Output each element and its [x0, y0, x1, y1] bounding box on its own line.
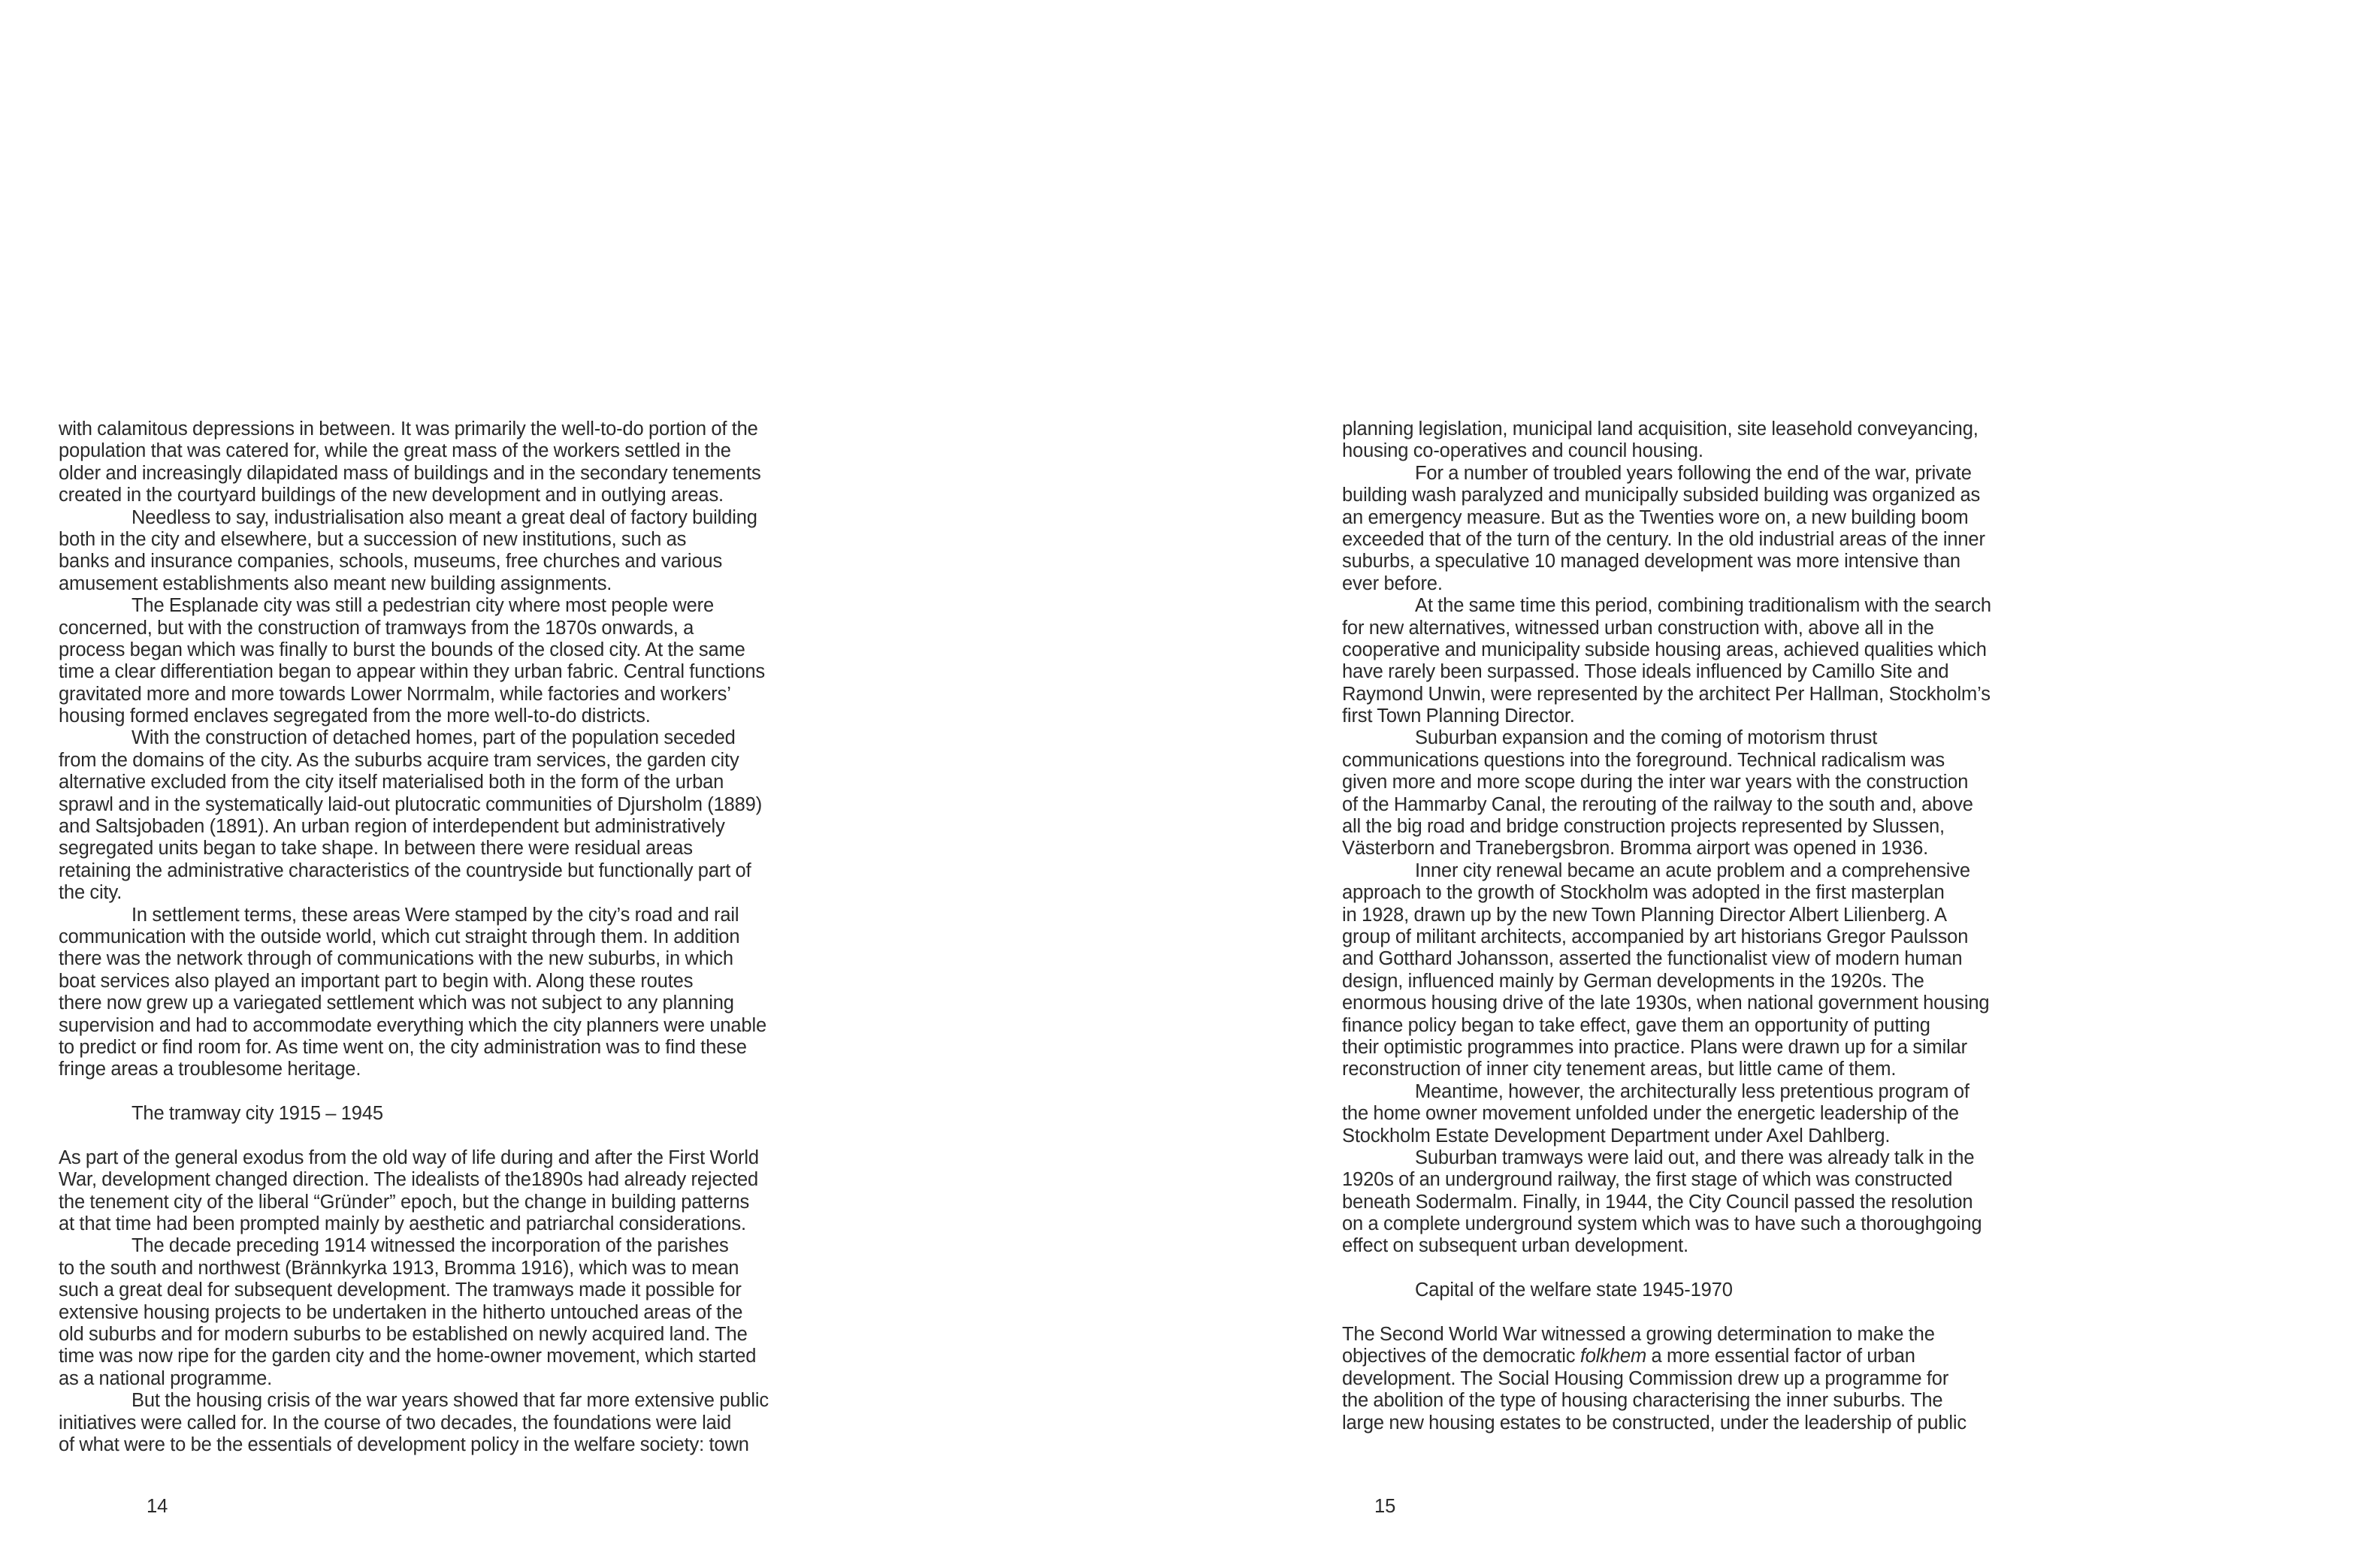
text-line: communications questions into the foreground. Technical radicalism was — [1342, 749, 1945, 771]
text-line: beneath Sodermalm. Finally, in 1944, the City Council passed the resolution — [1342, 1191, 1973, 1213]
text-line: reconstruction of inner city tenement areas, but little came of them. — [1342, 1059, 1897, 1080]
paragraph-gap — [59, 1125, 833, 1147]
text-line: of the Hammarby Canal, the rerouting of the railway to the south and, above — [1342, 793, 1973, 815]
text-line: building wash paralyzed and municipally subsided building was organized as — [1342, 485, 1981, 506]
text-line: 1920s of an underground railway, the first stage of which was constructed — [1342, 1169, 1953, 1191]
text-line: such a great deal for subsequent development. The tramways made it possible for — [59, 1279, 742, 1301]
text-line: At the same time this period, combining traditionalism with the search — [1415, 595, 1991, 617]
text-line: exceeded that of the turn of the century. In the old industrial areas of the inner — [1342, 528, 1985, 550]
text-line: there was the network through of communications with the new suburbs, in which — [59, 948, 733, 970]
text-line: development. The Social Housing Commission drew up a programme for — [1342, 1367, 1949, 1389]
text-line: Raymond Unwin, were represented by the architect Per Hallman, Stockholm’s — [1342, 683, 1991, 705]
page-number: 14 — [147, 1496, 168, 1517]
text-line: design, influenced mainly by German developments in the 1920s. The — [1342, 970, 1924, 992]
right-text-column — [1342, 418, 2116, 1434]
text-line: segregated units began to take shape. In between there were residual areas — [59, 838, 693, 860]
text-line: the abolition of the type of housing characterising the inner suburbs. The — [1342, 1390, 1943, 1412]
text-line: Västerborn and Tranebergsbron. Bromma airport was opened in 1936. — [1342, 838, 1929, 860]
text-line: amusement establishments also meant new building assignments. — [59, 573, 612, 594]
text-line: created in the courtyard buildings of the new development and in outlying areas. — [59, 485, 724, 506]
paragraph-gap — [1342, 1302, 2116, 1324]
text-line: an emergency measure. But as the Twenties wore on, a new building boom — [1342, 506, 1969, 528]
text-line: both in the city and elsewhere, but a succession of new institutions, such as — [59, 528, 687, 550]
text-line: with calamitous depressions in between. It was primarily the well-to-do portion of the — [59, 418, 758, 440]
text-line: effect on subsequent urban development. — [1342, 1235, 1688, 1257]
text-line: For a number of troubled years following the end of the war, private — [1415, 462, 1972, 484]
text-line: housing co-operatives and council housing. — [1342, 440, 1703, 462]
text-line: to predict or find room for. As time went on, the city administration was to find these — [59, 1036, 747, 1058]
text-line: cooperative and municipality subside housing areas, achieved qualities which — [1342, 639, 1987, 660]
text-line: in 1928, drawn up by the new Town Planning Director Albert Lilienberg. A — [1342, 904, 1947, 926]
text-line: In settlement terms, these areas Were stamped by the city’s road and rail — [132, 904, 739, 926]
text-line: on a complete underground system which was to have such a thoroughgoing — [1342, 1213, 1982, 1235]
text-line: population that was catered for, while the great mass of the workers settled in the — [59, 440, 731, 462]
text-line: ever before. — [1342, 573, 1443, 594]
text-line: The Second World War witnessed a growing determination to make the — [1342, 1324, 1935, 1346]
text-line: The decade preceding 1914 witnessed the incorporation of the parishes — [132, 1235, 729, 1257]
text-line: War, development changed direction. The idealists of the1890s had already rejected — [59, 1169, 759, 1191]
text-line: given more and more scope during the inter war years with the construction — [1342, 772, 1969, 793]
text-line: first Town Planning Director. — [1342, 705, 1575, 727]
text-line: large new housing estates to be constructed, under the leadership of public — [1342, 1412, 1966, 1434]
text-line: Inner city renewal became an acute problem and a comprehensive — [1415, 860, 1970, 881]
text-line: and Saltsjobaden (1891). An urban region of interdependent but administratively — [59, 816, 725, 838]
section-heading: Capital of the welfare state 1945-1970 — [1415, 1279, 1733, 1301]
text-line: communication with the outside world, which cut straight through them. In addition — [59, 926, 740, 947]
text-line: all the big road and bridge construction projects represented by Slussen, — [1342, 816, 1945, 838]
text-line: there now grew up a variegated settlement which was not subject to any planning — [59, 992, 734, 1014]
text-line: approach to the growth of Stockholm was adopted in the first masterplan — [1342, 882, 1945, 904]
text-line: initiatives were called for. In the course of two decades, the foundations were laid — [59, 1412, 732, 1434]
text-line: have rarely been surpassed. Those ideals influenced by Camillo Site and — [1342, 661, 1949, 683]
text-line: their optimistic programmes into practice. Plans were drawn up for a similar — [1342, 1036, 1967, 1058]
text-span: a more essential factor of urban — [1646, 1346, 1915, 1367]
text-line: retaining the administrative characteristics of the countryside but functionally part of — [59, 860, 751, 881]
text-line: fringe areas a troublesome heritage. — [59, 1059, 361, 1080]
text-line: at that time had been prompted mainly by aesthetic and patriarchal considerations. — [59, 1213, 746, 1235]
text-line: supervision and had to accommodate everything which the city planners were unable — [59, 1014, 766, 1036]
text-line: housing formed enclaves segregated from the more well-to-do districts. — [59, 705, 651, 727]
text-line: old suburbs and for modern suburbs to be established on newly acquired land. The — [59, 1324, 748, 1346]
text-line: sprawl and in the systematically laid-out plutocratic communities of Djursholm (1889) — [59, 793, 763, 815]
text-line: older and increasingly dilapidated mass of buildings and in the secondary tenements — [59, 462, 761, 484]
text-line: concerned, but with the construction of tramways from the 1870s onwards, a — [59, 617, 694, 639]
text-line: With the construction of detached homes, part of the population seceded — [132, 727, 736, 749]
text-line: the home owner movement unfolded under the energetic leadership of the — [1342, 1103, 1959, 1125]
page-number: 15 — [1374, 1496, 1396, 1517]
text-line: of what were to be the essentials of development policy in the welfare society: town — [59, 1434, 749, 1455]
text-line: and Gotthard Johansson, asserted the functionalist view of modern human — [1342, 948, 1963, 970]
text-line: from the domains of the city. As the suburbs acquire tram services, the garden city — [59, 749, 739, 771]
text-line: Needless to say, industrialisation also meant a great deal of factory building — [132, 506, 757, 528]
text-line: Suburban tramways were laid out, and there was already talk in the — [1415, 1147, 1975, 1168]
text-line: As part of the general exodus from the old way of life during and after the First World — [59, 1147, 759, 1168]
text-line: as a national programme. — [59, 1367, 273, 1389]
right-page — [1184, 0, 2367, 1568]
text-line: planning legislation, municipal land acquisition, site leasehold conveyancing, — [1342, 418, 1979, 440]
text-line: time was now ripe for the garden city and the home-owner movement, which started — [59, 1346, 757, 1367]
text-line: suburbs, a speculative 10 managed development was more intensive than — [1342, 551, 1960, 573]
emphasis-folkhem: folkhem — [1580, 1346, 1647, 1367]
text-line: group of militant architects, accompanied by art historians Gregor Paulsson — [1342, 926, 1969, 947]
paragraph-gap — [1342, 1258, 2116, 1279]
text-line: alternative excluded from the city itself materialised both in the form of the urban — [59, 772, 724, 793]
text-line: banks and insurance companies, schools, museums, free churches and various — [59, 551, 723, 573]
text-line: But the housing crisis of the war years showed that far more extensive public — [132, 1390, 769, 1412]
text-line: Meantime, however, the architecturally less pretentious program of — [1415, 1080, 1969, 1102]
text-line: for new alternatives, witnessed urban construction with, above all in the — [1342, 617, 1934, 639]
text-line: boat services also played an important part to begin with. Along these routes — [59, 970, 694, 992]
left-text-column — [59, 418, 833, 1456]
paragraph-gap — [59, 1081, 833, 1103]
text-line: the city. — [59, 882, 122, 904]
text-line: finance policy began to take effect, gave them an opportunity of putting — [1342, 1014, 1930, 1036]
text-line: gravitated more and more towards Lower Norrmalm, while factories and workers’ — [59, 683, 731, 705]
text-line: the tenement city of the liberal “Gründer” epoch, but the change in building patterns — [59, 1191, 750, 1213]
text-line: extensive housing projects to be undertaken in the hitherto untouched areas of the — [59, 1301, 743, 1323]
text-line: process began which was finally to burst the bounds of the closed city. At the same — [59, 639, 745, 660]
text-line: enormous housing drive of the late 1930s, when national government housing — [1342, 992, 1990, 1014]
text-line: to the south and northwest (Brännkyrka 1913, Bromma 1916), which was to mean — [59, 1257, 739, 1279]
text-line: The Esplanade city was still a pedestrian city where most people were — [132, 595, 715, 617]
text-line — [1342, 1346, 2116, 1367]
text-line: Stockholm Estate Development Department under Axel Dahlberg. — [1342, 1125, 1891, 1147]
text-line: time a clear differentiation began to appear within they urban fabric. Central functions — [59, 661, 765, 683]
section-heading: The tramway city 1915 – 1945 — [132, 1103, 383, 1125]
text-span: objectives of the democratic — [1342, 1346, 1580, 1367]
text-line: Suburban expansion and the coming of motorism thrust — [1415, 727, 1878, 749]
